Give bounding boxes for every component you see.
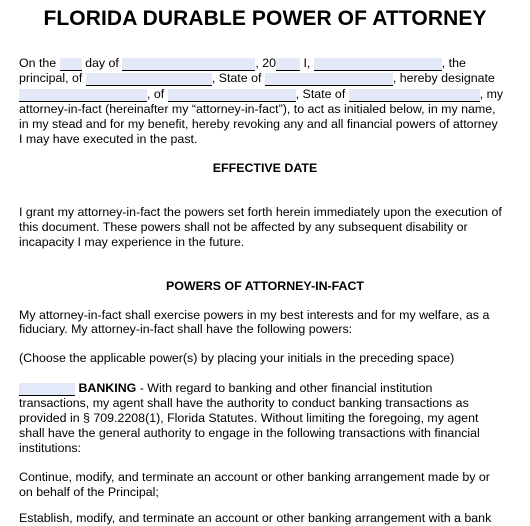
intro-line-1 [19,56,466,71]
banking-line-2: transactions, my agent shall have the authority to conduct banking transactions as [19,396,469,410]
agent-city-field[interactable] [168,89,296,102]
principal-name-field[interactable] [314,58,442,71]
continue-line-1: Continue, modify, and terminate an account or other banking arrangement made by or [19,470,490,484]
powers-line-1: My attorney-in-fact shall exercise powers in my best interests and for my welfare, as a [19,308,490,322]
intro-line-5: in my stead and for my benefit, hereby revoking any and all financial powers of attorney [19,117,498,131]
banking-line-5: institutions: [19,441,81,455]
intro-of: , of [147,87,165,101]
intro-hereby-designate: , hereby designate [392,71,495,85]
intro-line-4: attorney-in-fact (hereinafter my “attorney-in-fact”), to act as initialed below, in my name, [19,102,496,116]
principal-state-field[interactable] [265,73,393,86]
year-field[interactable] [276,58,300,71]
day-field[interactable] [60,58,82,71]
banking-line-3: provided in § 709.2208(1), Florida Statutes. Without limiting the foregoing, my agent [19,411,479,425]
effective-line-2: this document. These powers shall not be affected by any subsequent disability or [19,220,468,234]
continue-line-2: on behalf of the Principal; [19,485,159,499]
intro-principal-of: principal, of [19,71,83,85]
banking-line-4: shall have the general authority to engage in the following transactions with financial [19,426,480,440]
banking-line-1-rest: - With regard to banking and other financial institution [136,381,433,395]
effective-line-3: incapacity I may experience in the future. [19,235,245,249]
intro-line-2 [19,71,495,86]
powers-instruction: (Choose the applicable power(s) by placing your initials in the preceding space) [19,351,455,365]
intro-line-6: I may have executed in the past. [19,132,198,146]
effective-line-1: I grant my attorney-in-fact the powers set forth herein immediately upon the execution of [19,205,502,219]
intro-the: , the [441,56,466,70]
intro-day-of: day of [85,56,119,70]
establish-line-cut: Establish, modify, and terminate an account or other banking arrangement with a bank [19,511,492,525]
agent-state-field[interactable] [349,89,480,102]
banking-initials-field[interactable] [19,383,75,396]
powers-line-2: fiduciary. My attorney-in-fact shall have the following powers: [19,322,353,336]
month-field[interactable] [122,58,255,71]
banking-line-1 [19,381,432,396]
intro-year-prefix: , 20 [255,56,276,70]
agent-name-field[interactable] [19,89,147,102]
principal-city-field[interactable] [86,73,212,86]
intro-my: , my [479,87,504,101]
intro-i: I, [303,56,311,70]
intro-line-3 [19,87,503,102]
effective-date-heading: EFFECTIVE DATE [212,161,318,175]
intro-state-of-2: , State of [295,87,346,101]
banking-label: BANKING [78,381,137,395]
powers-heading: POWERS OF ATTORNEY-IN-FACT [165,279,365,293]
intro-on-the: On the [19,56,57,70]
intro-state-of: , State of [211,71,262,85]
document-title: FLORIDA DURABLE POWER OF ATTORNEY [43,7,487,30]
